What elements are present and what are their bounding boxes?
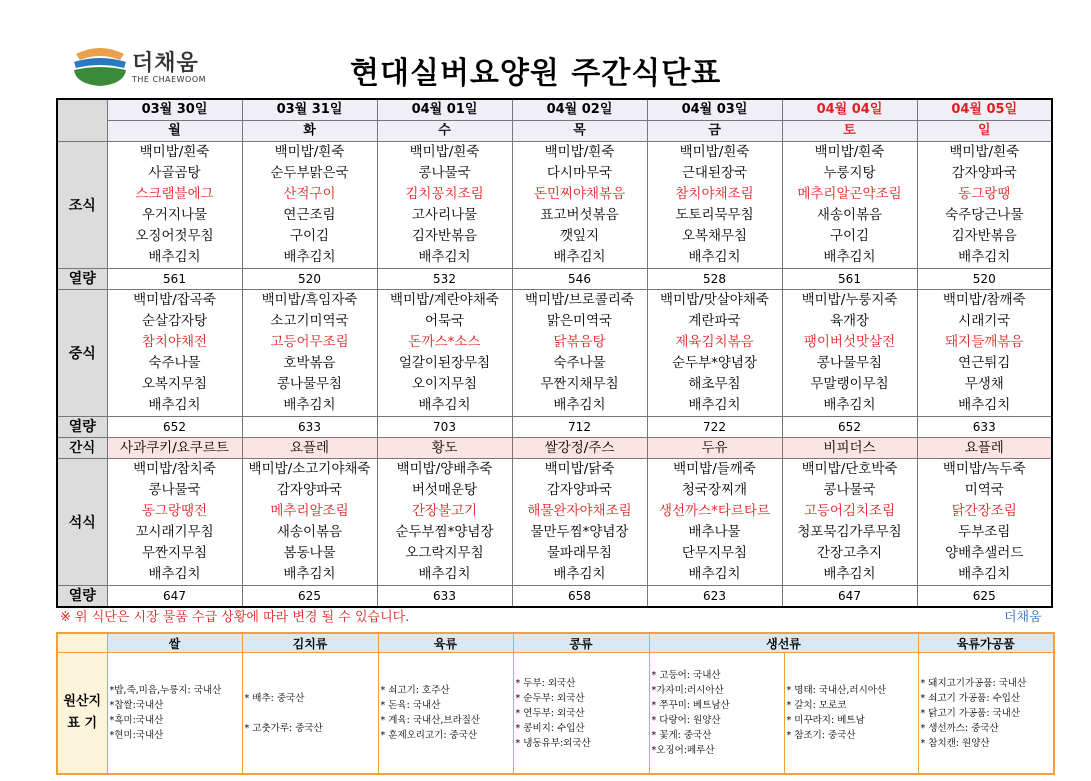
dinner-row — [57, 459, 1052, 586]
menu-item: 배추김치 — [958, 397, 1011, 413]
menu-item: 물만두찜*양념장 — [530, 524, 629, 540]
origin-header: 생선류 — [649, 633, 918, 653]
snack-item: 사과쿠키/요쿠르트 — [107, 438, 242, 459]
day-date: 03월 31일 — [242, 99, 377, 121]
menu-item: 누룽지탕 — [823, 165, 876, 181]
lunch-cell — [242, 290, 377, 417]
menu-item: 고등어무조림 — [270, 334, 349, 350]
kcal-value: 561 — [782, 269, 917, 290]
origin-line — [245, 706, 376, 721]
snack-row — [57, 438, 1052, 459]
snack-item: 요플레 — [917, 438, 1052, 459]
snack-item: 쌀강정/주스 — [512, 438, 647, 459]
dinner-cell — [377, 459, 512, 586]
menu-item: 메추리알조림 — [270, 503, 349, 519]
menu-item: 새송이볶음 — [816, 207, 883, 223]
menu-item: 콩나물무침 — [816, 355, 883, 371]
kcal-value: 722 — [647, 417, 782, 438]
menu-item: 사골곰탕 — [148, 165, 201, 181]
kcal-value: 520 — [242, 269, 377, 290]
day-weekday: 목 — [512, 121, 647, 142]
breakfast-cell — [377, 142, 512, 269]
kcal-label: 열량 — [57, 586, 107, 608]
menu-item: 배추김치 — [553, 397, 606, 413]
menu-item: 무말랭이무침 — [810, 376, 889, 392]
menu-item: 오이지무침 — [411, 376, 478, 392]
origin-cell-fish-a — [649, 653, 784, 775]
menu-item: 해초무침 — [688, 376, 741, 392]
menu-item: 백미밥/흰죽 — [814, 144, 885, 160]
origin-line: * 명태: 국내산,러시아산 — [786, 685, 887, 696]
kcal-value: 633 — [917, 417, 1052, 438]
dinner-label: 석식 — [57, 459, 107, 586]
kcal-value: 703 — [377, 417, 512, 438]
kcal-value: 647 — [782, 586, 917, 608]
kcal-value: 528 — [647, 269, 782, 290]
menu-item: 백미밥/흰죽 — [949, 144, 1020, 160]
menu-item: 배추김치 — [148, 397, 201, 413]
day-header-row — [57, 99, 1052, 121]
menu-item: 숙주나물 — [553, 355, 606, 371]
breakfast-cell — [782, 142, 917, 269]
kcal-value: 625 — [917, 586, 1052, 608]
menu-item: 배추김치 — [823, 566, 876, 582]
menu-item: 무짠지채무침 — [540, 376, 619, 392]
origin-line: * 배추: 중국산 — [244, 692, 305, 704]
origin-cell-processed — [918, 653, 1054, 775]
menu-item: 배추김치 — [688, 397, 741, 413]
menu-item: 순두부*양념장 — [672, 355, 757, 371]
menu-item: 팽이버섯맛살전 — [803, 334, 896, 350]
day-weekday: 화 — [242, 121, 377, 142]
menu-item: 배추김치 — [553, 249, 606, 265]
menu-item: 구이김 — [289, 228, 330, 244]
menu-item: 무짠지무침 — [141, 545, 208, 561]
menu-item: 어묵국 — [424, 313, 465, 329]
menu-item: 참치야채전 — [141, 334, 208, 350]
origin-line: * 냉동유부:외국산 — [515, 737, 591, 749]
day-date: 04월 05일 — [917, 99, 1052, 121]
menu-item: 제육김치볶음 — [675, 334, 754, 350]
dinner-cell — [242, 459, 377, 586]
origin-line: * 훈제오리고기: 중국산 — [380, 730, 478, 741]
menu-item: 물파래무침 — [546, 545, 613, 561]
menu-item: 백미밥/녹두죽 — [942, 461, 1026, 477]
menu-item: 백미밥/양배추죽 — [396, 461, 493, 477]
lunch-cell — [917, 290, 1052, 417]
menu-item: 백미밥/흰죽 — [409, 144, 480, 160]
origin-line: *가자미:러시아산 — [651, 685, 724, 696]
origin-line: * 고등어: 국내산 — [651, 670, 721, 681]
origin-line: * 돼지고기가공품: 국내산 — [920, 677, 1027, 689]
menu-item: 김치꽁치조림 — [405, 186, 484, 202]
menu-item: 맑은미역국 — [546, 313, 613, 329]
kcal-value: 625 — [242, 586, 377, 608]
menu-item: 미역국 — [964, 482, 1004, 498]
day-weekday: 수 — [377, 121, 512, 142]
menu-item: 숙주당근나물 — [945, 207, 1024, 223]
menu-item: 무생채 — [964, 376, 1004, 392]
menu-item: 백미밥/맛살야채죽 — [660, 292, 769, 308]
menu-item: 꼬시래기무침 — [135, 524, 214, 540]
menu-item: 청포묵김가루무침 — [797, 524, 902, 540]
kcal-value: 532 — [377, 269, 512, 290]
lunch-cell — [377, 290, 512, 417]
menu-item: 닭볶음탕 — [553, 334, 606, 350]
menu-item: 봄동나물 — [283, 545, 336, 561]
lunch_kcal-row — [57, 417, 1052, 438]
weekly-menu-table — [56, 98, 1053, 608]
origin-line: * 두부: 외국산 — [515, 677, 576, 689]
origin-line: *현미:국내산 — [109, 730, 164, 741]
origin-line: * 생선까스: 중국산 — [920, 722, 999, 734]
kcal-value: 652 — [107, 417, 242, 438]
lunch-cell — [647, 290, 782, 417]
menu-item: 배추김치 — [283, 397, 336, 413]
menu-item: 우거지나물 — [141, 207, 208, 223]
menu-item: 백미밥/누룽지죽 — [801, 292, 898, 308]
menu-item: 연근조림 — [283, 207, 336, 223]
header-corner — [57, 99, 107, 142]
kcal-label: 열량 — [57, 269, 107, 290]
origin-cell-rice — [107, 653, 242, 775]
day-weekday: 토 — [782, 121, 917, 142]
origin-header: 김치류 — [242, 633, 378, 653]
menu-item: 돈까스*소스 — [408, 334, 481, 350]
day-weekday: 월 — [107, 121, 242, 142]
origin-header-row — [57, 633, 1054, 653]
day-date: 04월 04일 — [782, 99, 917, 121]
menu-item: 배추김치 — [148, 249, 201, 265]
menu-item: 콩나물국 — [418, 165, 471, 181]
menu-item: 도토리묵무침 — [675, 207, 754, 223]
day-weekday: 금 — [647, 121, 782, 142]
origin-line: *오징어:페루산 — [651, 745, 715, 756]
menu-item: 백미밥/단호박죽 — [801, 461, 898, 477]
dinner-cell — [782, 459, 917, 586]
menu-item: 해물완자야채조림 — [527, 503, 632, 519]
kcal-value: 623 — [647, 586, 782, 608]
menu-item: 간장고추지 — [816, 545, 883, 561]
day-date: 04월 03일 — [647, 99, 782, 121]
notice-text: ※ 위 식단은 시장 물품 수급 상황에 따라 변경 될 수 있습니다. — [60, 610, 410, 625]
weekday-header-row — [57, 121, 1052, 142]
menu-item: 배추김치 — [688, 566, 741, 582]
origin-line: * 참치캔: 원양산 — [920, 737, 990, 749]
menu-item: 산적구이 — [283, 186, 336, 202]
menu-item: 배추김치 — [283, 566, 336, 582]
menu-item: 오그락지무침 — [405, 545, 484, 561]
lunch-cell — [512, 290, 647, 417]
menu-item: 백미밥/계란야채죽 — [390, 292, 499, 308]
origin-header: 육류 — [378, 633, 513, 653]
origin-corner — [57, 633, 107, 653]
menu-item: 콩나물국 — [823, 482, 876, 498]
dinner-cell — [512, 459, 647, 586]
menu-item: 고등어김치조림 — [803, 503, 896, 519]
menu-item: 간장불고기 — [411, 503, 478, 519]
dinner-cell — [917, 459, 1052, 586]
page-title: 현대실버요양원 주간식단표 — [350, 56, 722, 91]
menu-item: 백미밥/흰죽 — [139, 144, 210, 160]
snack-item: 황도 — [377, 438, 512, 459]
menu-item: 백미밥/들깨죽 — [673, 461, 756, 477]
menu-item: 청국장찌개 — [681, 482, 748, 498]
origin-header: 콩류 — [513, 633, 649, 653]
origin-header: 쌀 — [107, 633, 242, 653]
kcal-value: 712 — [512, 417, 647, 438]
breakfast_kcal-row — [57, 269, 1052, 290]
menu-item: 오복채무침 — [681, 228, 748, 244]
menu-item: 백미밥/참깨죽 — [942, 292, 1026, 308]
origin-cell-kimchi — [242, 653, 378, 775]
menu-item: 배추김치 — [418, 397, 471, 413]
origin-line: * 갈치: 모로코 — [786, 700, 847, 711]
dinner-cell — [647, 459, 782, 586]
menu-item: 동그랑땡전 — [141, 503, 208, 519]
brand-text: 더채움 — [1004, 610, 1042, 625]
origin-table — [56, 632, 1055, 775]
menu-item: 단무지무침 — [681, 545, 748, 561]
lunch-cell — [782, 290, 917, 417]
origin-line: * 꽃게: 중국산 — [651, 730, 712, 741]
snack-item: 두유 — [647, 438, 782, 459]
origin-line: * 쇠고기 가공품: 수입산 — [920, 692, 1021, 704]
origin-line: * 쇠고기: 호주산 — [380, 685, 450, 696]
menu-item: 양배추샐러드 — [945, 545, 1024, 561]
menu-item: 깻잎지 — [559, 228, 600, 244]
menu-item: 배추김치 — [283, 249, 336, 265]
kcal-value: 520 — [917, 269, 1052, 290]
kcal-value: 633 — [242, 417, 377, 438]
origin-line: * 다랑어: 원양산 — [651, 715, 721, 726]
menu-item: 오징어젓무침 — [135, 228, 214, 244]
menu-item: 오복지무침 — [141, 376, 208, 392]
menu-item: 스크램블에그 — [135, 186, 214, 202]
menu-item: 생선까스*타르타르 — [658, 503, 771, 519]
menu-item: 배추김치 — [688, 249, 741, 265]
menu-item: 배추김치 — [823, 249, 876, 265]
menu-item: 백미밥/흰죽 — [679, 144, 750, 160]
logo-name: 더채움 — [132, 51, 199, 76]
dinner_kcal-row — [57, 586, 1052, 608]
kcal-value: 647 — [107, 586, 242, 608]
origin-line: * 닭고기 가공품: 국내산 — [920, 707, 1021, 719]
menu-item: 배추나물 — [688, 524, 741, 540]
menu-item: 백미밥/닭죽 — [544, 461, 615, 477]
kcal-value: 652 — [782, 417, 917, 438]
origin-line: * 연두부: 외국산 — [515, 707, 585, 719]
menu-item: 배추김치 — [418, 249, 471, 265]
kcal-label: 열량 — [57, 417, 107, 438]
menu-item: 소고기미역국 — [270, 313, 349, 329]
menu-item: 고사리나물 — [411, 207, 478, 223]
snack-label: 간식 — [57, 438, 107, 459]
menu-item: 콩나물국 — [148, 482, 201, 498]
menu-item: 배추김치 — [553, 566, 606, 582]
menu-item: 돼지들깨볶음 — [945, 334, 1024, 350]
origin-cell-beans — [513, 653, 649, 775]
menu-item: 순두부맑은국 — [270, 165, 349, 181]
origin-line: * 쭈꾸미: 베트남산 — [651, 700, 730, 711]
breakfast-label: 조식 — [57, 142, 107, 269]
logo-subtitle: THE CHAEWOOM — [132, 75, 207, 84]
lunch-cell — [107, 290, 242, 417]
dinner-cell — [107, 459, 242, 586]
menu-item: 표고버섯볶음 — [540, 207, 619, 223]
origin-line: *찹쌀:국내산 — [109, 700, 164, 711]
origin-line: * 콩비지: 수입산 — [515, 722, 585, 734]
menu-item: 백미밥/흰죽 — [274, 144, 345, 160]
menu-item: 배추김치 — [823, 397, 876, 413]
day-date: 04월 01일 — [377, 99, 512, 121]
kcal-value: 633 — [377, 586, 512, 608]
origin-line: * 고춧가루: 중국산 — [244, 722, 323, 734]
origin-line: *흑미:국내산 — [109, 715, 164, 726]
menu-item: 감자양파국 — [276, 482, 343, 498]
day-weekday: 일 — [917, 121, 1052, 142]
menu-item: 구이김 — [829, 228, 870, 244]
origin-line: * 미꾸라지: 베트남 — [786, 715, 865, 726]
breakfast-row — [57, 142, 1052, 269]
menu-item: 배추김치 — [958, 249, 1011, 265]
menu-item: 연근튀김 — [958, 355, 1011, 371]
menu-item: 근대된장국 — [681, 165, 748, 181]
menu-item: 얼갈이된장무침 — [398, 355, 491, 371]
menu-item: 동그랑땡 — [958, 186, 1011, 202]
snack-item: 비피더스 — [782, 438, 917, 459]
breakfast-cell — [512, 142, 647, 269]
menu-item: 숙주나물 — [148, 355, 201, 371]
menu-item: 백미밥/브로콜리죽 — [525, 292, 634, 308]
breakfast-cell — [107, 142, 242, 269]
menu-item: 백미밥/소고기야채죽 — [248, 461, 371, 477]
menu-item: 김자반볶음 — [411, 228, 478, 244]
menu-item: 백미밥/흰죽 — [544, 144, 615, 160]
menu-item: 백미밥/잡곡죽 — [133, 292, 216, 308]
kcal-value: 561 — [107, 269, 242, 290]
menu-item: 감자양파국 — [951, 165, 1017, 181]
menu-item: 새송이볶음 — [276, 524, 343, 540]
menu-item: 백미밥/흑임자죽 — [261, 292, 358, 308]
menu-item: 김자반볶음 — [951, 228, 1017, 244]
breakfast-cell — [242, 142, 377, 269]
menu-item: 감자양파국 — [546, 482, 613, 498]
origin-cell-fish-b — [784, 653, 918, 775]
menu-item: 시래기국 — [958, 313, 1011, 329]
origin-line: *밥,죽,미음,누룽지: 국내산 — [109, 685, 222, 696]
menu-item: 돈민찌야채볶음 — [533, 186, 626, 202]
origin-cell-meat — [378, 653, 513, 775]
origin-line: * 참조기: 중국산 — [786, 730, 856, 741]
menu-item: 닭간장조림 — [951, 503, 1017, 519]
menu-item: 육개장 — [829, 313, 870, 329]
menu-item: 순살감자탕 — [141, 313, 208, 329]
menu-item: 콩나물무침 — [276, 376, 343, 392]
origin-content-row — [57, 653, 1054, 775]
breakfast-cell — [917, 142, 1052, 269]
origin-line: * 순두부: 외국산 — [515, 692, 585, 704]
menu-item: 백미밥/참치죽 — [133, 461, 216, 477]
menu-item: 두부조림 — [958, 524, 1011, 540]
origin-line: * 돈육: 국내산 — [380, 700, 441, 711]
origin-label: 원산지 표 기 — [57, 653, 107, 775]
menu-item: 버섯매운탕 — [411, 482, 478, 498]
menu-item: 계란파국 — [688, 313, 741, 329]
menu-item: 배추김치 — [418, 566, 471, 582]
day-date: 04월 02일 — [512, 99, 647, 121]
menu-item: 배추김치 — [958, 566, 1011, 582]
menu-item: 다시마무국 — [546, 165, 613, 181]
snack-item: 요플레 — [242, 438, 377, 459]
origin-line: * 계육: 국내산,브라질산 — [380, 715, 481, 726]
kcal-value: 658 — [512, 586, 647, 608]
menu-item: 배추김치 — [148, 566, 201, 582]
bowl-logo-icon — [70, 40, 130, 90]
lunch-label: 중식 — [57, 290, 107, 417]
menu-item: 메추리알곤약조림 — [797, 186, 902, 202]
day-date: 03월 30일 — [107, 99, 242, 121]
menu-item: 순두부찜*양념장 — [395, 524, 494, 540]
breakfast-cell — [647, 142, 782, 269]
menu-item: 참치야채조림 — [675, 186, 754, 202]
menu-item: 호박볶음 — [283, 355, 336, 371]
lunch-row — [57, 290, 1052, 417]
kcal-value: 546 — [512, 269, 647, 290]
origin-header: 육류가공품 — [918, 633, 1054, 653]
